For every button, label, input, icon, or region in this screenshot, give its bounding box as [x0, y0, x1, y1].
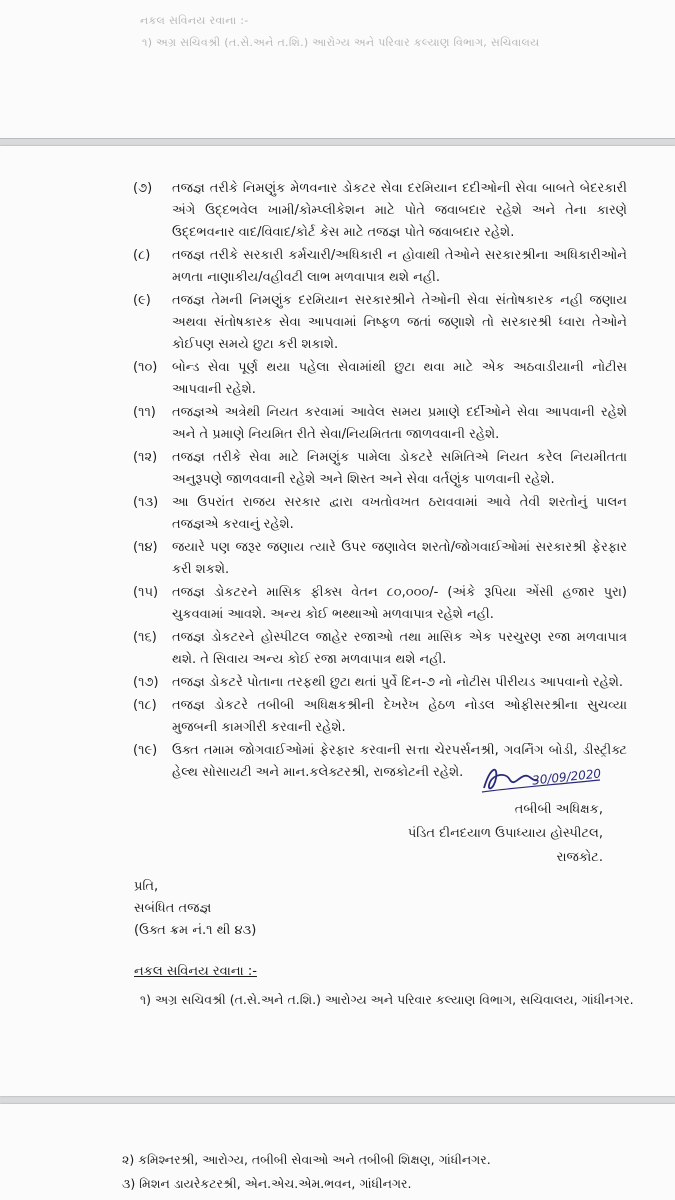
condition-item: [0, 672, 675, 694]
addressee-recipient: સબંધિત તજજ્ઞ: [134, 901, 212, 916]
condition-number: (૭): [133, 181, 153, 196]
condition-number: (૧૬): [133, 630, 157, 645]
condition-text: તજજ્ઞએ અત્રેથી નિયત કરવામાં આવેલ સમય પ્રમાણે દર્દીઓને સેવા આપવાની રહેશે અને તે પ્રમાણે નિયમિત રીતે સેવા/નિયમિતતા જાળવવાની રહેશે.: [172, 405, 627, 442]
page-top-fragment: [0, 0, 675, 139]
signatory-block: [408, 798, 603, 870]
condition-item: [0, 582, 675, 626]
condition-item: [0, 492, 675, 536]
signatory-institution: પંડિત દીનદયાળ ઉપાધ્યાય હોસ્પીટલ,: [407, 826, 603, 841]
condition-text: તજજ્ઞ તરીકે સરકારી કર્મચારી/અધિકારી ન હોવાથી તેઓને સરકારશ્રીના અધિકારીઓને મળતા નાણાકીય/વહીવટી લાભ મળવાપાત્ર થશે નહી.: [172, 248, 627, 285]
condition-number: (૧૧): [133, 405, 156, 420]
copy-to-item: ૩) મિશન ડાયરેકટરશ્રી, એન.એચ.એમ.ભવન, ગાંધીનગર.: [122, 1176, 412, 1191]
condition-number: (૧૭): [133, 675, 159, 690]
condition-item: [0, 447, 675, 491]
page-bottom-fragment: [0, 1104, 675, 1200]
copy-to-heading: નકલ સવિનય રવાના :-: [134, 964, 257, 979]
condition-item: [0, 695, 675, 739]
condition-item: [0, 402, 675, 446]
condition-text: તજજ્ઞ ડોકટરને હોસ્પીટલ જાહેર રજાઓ તથા માસિક એક પરચુરણ રજા મળવાપાત્ર થશે. તે સિવાય અન્ય કોઈ રજા મળવાપાત્ર થશે નહી.: [172, 630, 627, 667]
condition-number: (૧૨): [133, 450, 158, 465]
copy-to-item: ૨) કમિશ્નરશ્રી, આરોગ્ય, તબીબી સેવાઓ અને તબીબી શિક્ષણ, ગાંધીનગર.: [122, 1152, 491, 1167]
signatory-city: રાજકોટ.: [556, 850, 603, 865]
condition-number: (૯): [133, 293, 151, 308]
condition-number: (૧૪): [133, 540, 158, 555]
condition-text: તજજ્ઞ તેમની નિમણુંક દરમિયાન સરકારશ્રીને તેઓની સેવા સંતોષકારક નહી જણાય અથવા સંતોષકારક સેવા આપવામાં નિષ્ફળ જતાં જણાશે તો સરકારશ્રી ધ્વારા તેઓને કોઈપણ સમયે છુટા કરી શકાશે.: [172, 293, 627, 352]
condition-text: જયારે પણ જરૂર જણાય ત્યારે ઉપર જણાવેલ શરતો/જોગવાઈઓમાં સરકારશ્રી ફેરફાર કરી શકશે.: [172, 540, 627, 577]
condition-item: [0, 290, 675, 356]
conditions-list: [0, 178, 675, 788]
bleed-through-text: નકલ સવિનય રવાના :-: [140, 14, 249, 27]
signatory-designation: તબીબી અધિક્ષક,: [514, 802, 603, 817]
signature-date: 30/09/2020: [531, 766, 602, 788]
condition-item: [0, 537, 675, 581]
condition-item: [0, 627, 675, 671]
condition-text: ઉક્ત તમામ જોગવાઈઓમાં ફેરફાર કરવાની સત્તા ચેરપર્સનશ્રી, ગવર્નિંગ બોડી, ડીસ્ટ્રીક્ટ હેલ્થ સોસાયટી અને માન.કલેક્ટરશ્રી, રાજકોટની રહેશે.: [172, 743, 627, 780]
condition-text: તજજ્ઞ તરીકે નિમણુંક મેળવનાર ડોકટર સેવા દરમિયાન દદીઓની સેવા બાબતે બેદરકારી અંગે ઉદ્દભવેલ ખામી/કોમ્પ્લીકેશન માટે પોતે જવાબદાર રહેશે અને તેના કારણે ઉદ્દભવનાર વાદ/વિવાદ/કોર્ટ કેસ માટે તજજ્ઞ પોતે જવાબદાર રહેશે.: [172, 181, 627, 240]
document-page: [0, 146, 675, 1096]
condition-number: (૧૩): [133, 495, 159, 510]
condition-text: તજજ્ઞ ડોકટરે પોતાના તરફથી છુટા થતાં પુર્વે દિન-૭ નો નોટીસ પીરીયડ આપવાનો રહેશે.: [172, 675, 624, 690]
addressee-block: [134, 876, 256, 942]
condition-text: તજજ્ઞ ડોકટરે તબીબી અધિક્ષકશ્રીની દેખરેખ હેઠળ નોડલ ઓફીસરશ્રીના સુચવ્યા મુજબની કામગીરી કરવાની રહેશે.: [172, 698, 627, 735]
condition-number: (૧૫): [133, 585, 159, 600]
addressee-range: (ઉક્ત ક્રમ નં.૧ થી ૪૩): [134, 923, 257, 938]
addressee-to: પ્રતિ,: [134, 879, 159, 894]
condition-number: (૧૯): [133, 743, 158, 758]
condition-number: (૧૦): [133, 360, 158, 375]
copy-to-item: ૧) અગ્ર સચિવશ્રી (ત.સે.અને ત.શિ.) આરોગ્ય અને પરિવાર કલ્યાણ વિભાગ, સચિવાલય, ગાંધીનગર.: [140, 992, 634, 1007]
condition-text: આ ઉપરાંત રાજય સરકાર દ્વારા વખતોવખત ઠરાવવામાં આવે તેવી શરતોનું પાલન તજજ્ઞએ કરવાનું રહેશે.: [172, 495, 627, 532]
condition-item: [0, 357, 675, 401]
condition-text: બોન્ડ સેવા પૂર્ણ થયા પહેલા સેવામાંથી છુટા થવા માટે એક અઠવાડીયાની નોટીસ આપવાની રહેશે.: [172, 360, 627, 397]
condition-number: (૧૮): [133, 698, 157, 713]
condition-number: (૮): [133, 248, 151, 263]
condition-text: તજજ્ઞ તરીકે સેવા માટે નિમણુંક પામેલા ડોકટરે સમિતિએ નિયત કરેલ નિયમીતતા અનુરૂપણે જાળવવાની રહેશે અને શિસ્ત અને સેવા વર્તણુંક પાળવાની રહેશે.: [172, 450, 627, 487]
bleed-through-text: ૧) અગ્ર સચિવશ્રી (ત.સે.અને ત.શિ.) આરોગ્ય અને પરિવાર કલ્યાણ વિભાગ, સચિવાલય: [142, 36, 540, 49]
condition-text: તજજ્ઞ ડોકટરને માસિક ફીક્સ વેતન ૮૦,૦૦૦/- (અંકે રૂપિયા એંસી હજાર પુરા) ચુકવવામાં આવશે. અન્ય કોઈ ભથ્થાઓ મળવાપાત્ર રહેશે નહી.: [172, 585, 627, 622]
condition-item: [0, 178, 675, 244]
condition-item: [0, 245, 675, 289]
